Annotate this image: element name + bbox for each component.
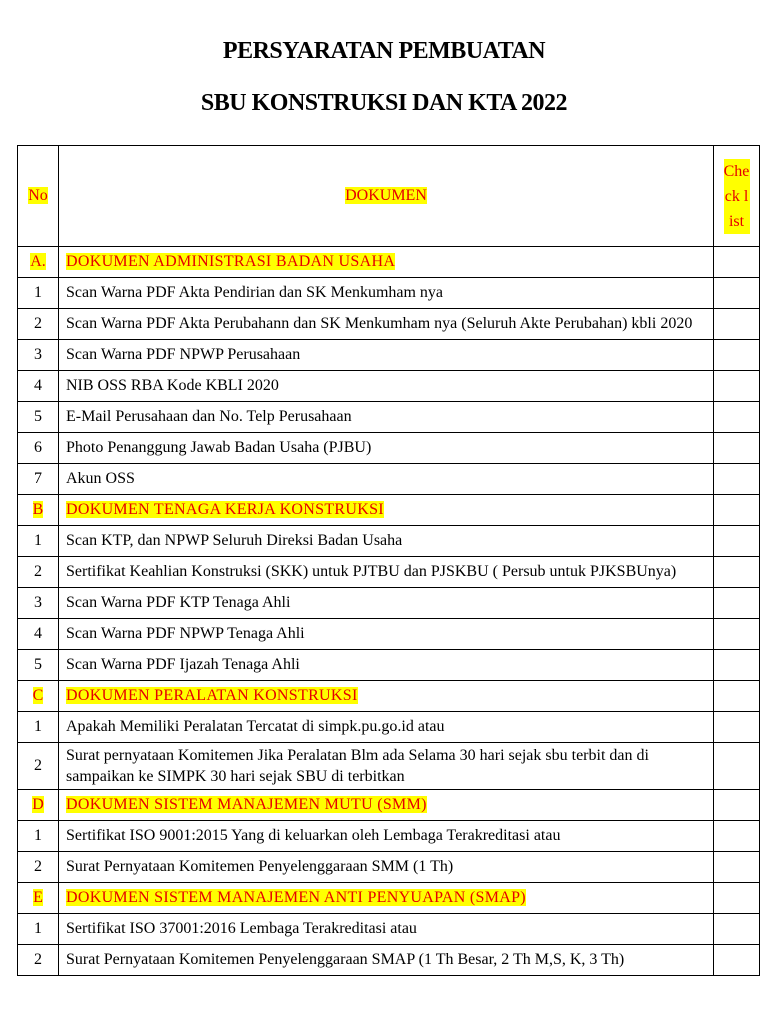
document-title-line1: PERSYARATAN PEMBUATAN bbox=[222, 38, 546, 64]
table-row bbox=[18, 650, 760, 681]
row-number: 2 bbox=[34, 951, 42, 968]
section-row bbox=[18, 247, 760, 278]
header-check-cell bbox=[714, 146, 760, 247]
table-row bbox=[18, 526, 760, 557]
document-label: NIB OSS RBA Kode KBLI 2020 bbox=[66, 377, 279, 394]
header-no-cell bbox=[18, 146, 59, 247]
document-cell bbox=[59, 247, 714, 278]
row-number: 2 bbox=[34, 757, 42, 774]
row-number-cell bbox=[18, 464, 59, 495]
document-cell bbox=[59, 883, 714, 914]
document-label: E-Mail Perusahaan dan No. Telp Perusahaan bbox=[66, 408, 352, 425]
document-label: Sertifikat Keahlian Konstruksi (SKK) untuk PJTBU dan PJSKBU ( Persub untuk PJKSBUnya) bbox=[66, 563, 677, 580]
table-row bbox=[18, 852, 760, 883]
row-number: B bbox=[32, 501, 44, 518]
checklist-cell[interactable] bbox=[714, 743, 760, 790]
document-label: Surat Pernyataan Komitemen Penyelenggaraan SMM (1 Th) bbox=[66, 858, 454, 875]
document-cell bbox=[59, 526, 714, 557]
document-cell bbox=[59, 340, 714, 371]
document-label: Photo Penanggung Jawab Badan Usaha (PJBU) bbox=[66, 439, 372, 456]
table-row bbox=[18, 743, 760, 790]
checklist-cell[interactable] bbox=[714, 883, 760, 914]
document-cell bbox=[59, 852, 714, 883]
checklist-cell[interactable] bbox=[714, 588, 760, 619]
row-number-cell bbox=[18, 852, 59, 883]
document-cell bbox=[59, 464, 714, 495]
row-number-cell bbox=[18, 495, 59, 526]
table-row bbox=[18, 821, 760, 852]
row-number-cell bbox=[18, 588, 59, 619]
row-number-cell bbox=[18, 371, 59, 402]
checklist-cell[interactable] bbox=[714, 821, 760, 852]
document-cell bbox=[59, 309, 714, 340]
document-cell bbox=[59, 557, 714, 588]
document-cell bbox=[59, 495, 714, 526]
checklist-cell[interactable] bbox=[714, 681, 760, 712]
row-number: 5 bbox=[34, 656, 42, 673]
row-number: 3 bbox=[34, 346, 42, 363]
table-row bbox=[18, 914, 760, 945]
row-number-cell bbox=[18, 340, 59, 371]
document-label: Sertifikat ISO 9001:2015 Yang di keluarkan oleh Lembaga Terakreditasi atau bbox=[66, 827, 561, 844]
table-row bbox=[18, 433, 760, 464]
table-header-row bbox=[18, 146, 760, 247]
row-number: 2 bbox=[34, 858, 42, 875]
row-number: 4 bbox=[34, 377, 42, 394]
section-title: DOKUMEN ADMINISTRASI BADAN USAHA bbox=[66, 253, 396, 270]
row-number-cell bbox=[18, 309, 59, 340]
section-row bbox=[18, 790, 760, 821]
document-cell bbox=[59, 402, 714, 433]
header-dokumen: DOKUMEN bbox=[345, 187, 427, 204]
row-number-cell bbox=[18, 945, 59, 976]
table-row bbox=[18, 557, 760, 588]
checklist-cell[interactable] bbox=[714, 495, 760, 526]
checklist-cell[interactable] bbox=[714, 712, 760, 743]
document-cell bbox=[59, 433, 714, 464]
requirements-table bbox=[17, 145, 760, 976]
document-cell bbox=[59, 588, 714, 619]
row-number: A. bbox=[30, 253, 46, 270]
row-number: 2 bbox=[34, 315, 42, 332]
row-number-cell bbox=[18, 821, 59, 852]
document-cell bbox=[59, 650, 714, 681]
table-row bbox=[18, 464, 760, 495]
row-number: 1 bbox=[34, 532, 42, 549]
document-cell bbox=[59, 743, 714, 790]
checklist-cell[interactable] bbox=[714, 247, 760, 278]
checklist-cell[interactable] bbox=[714, 557, 760, 588]
document-label: Scan KTP, dan NPWP Seluruh Direksi Badan Usaha bbox=[66, 532, 403, 549]
document-label: Apakah Memiliki Peralatan Tercatat di simpk.pu.go.id atau bbox=[66, 718, 445, 735]
document-cell bbox=[59, 619, 714, 650]
row-number-cell bbox=[18, 790, 59, 821]
document-label: Akun OSS bbox=[66, 470, 135, 487]
row-number: 6 bbox=[34, 439, 42, 456]
document-cell bbox=[59, 681, 714, 712]
table-row bbox=[18, 619, 760, 650]
row-number: C bbox=[32, 687, 44, 704]
checklist-cell[interactable] bbox=[714, 650, 760, 681]
document-label: Scan Warna PDF Ijazah Tenaga Ahli bbox=[66, 656, 300, 673]
row-number-cell bbox=[18, 883, 59, 914]
checklist-cell[interactable] bbox=[714, 945, 760, 976]
checklist-cell[interactable] bbox=[714, 371, 760, 402]
section-row bbox=[18, 681, 760, 712]
document-cell bbox=[59, 821, 714, 852]
row-number-cell bbox=[18, 433, 59, 464]
checklist-cell[interactable] bbox=[714, 526, 760, 557]
row-number: E bbox=[33, 889, 43, 906]
row-number: 2 bbox=[34, 563, 42, 580]
row-number-cell bbox=[18, 650, 59, 681]
document-cell bbox=[59, 914, 714, 945]
table-row bbox=[18, 712, 760, 743]
checklist-cell[interactable] bbox=[714, 340, 760, 371]
document-label: Surat pernyataan Komitemen Jika Peralatan Blm ada Selama 30 hari sejak sbu terbit dan di sampaikan ke SIMPK 30 hari sejak SBU di terbitkan bbox=[66, 747, 649, 785]
table-row bbox=[18, 402, 760, 433]
row-number: D bbox=[32, 796, 44, 813]
checklist-cell[interactable] bbox=[714, 309, 760, 340]
document-label: Scan Warna PDF NPWP Tenaga Ahli bbox=[66, 625, 305, 642]
section-title: DOKUMEN SISTEM MANAJEMEN ANTI PENYUAPAN (SMAP) bbox=[66, 889, 526, 906]
row-number-cell bbox=[18, 681, 59, 712]
document-label: Scan Warna PDF NPWP Perusahaan bbox=[66, 346, 301, 363]
row-number: 1 bbox=[34, 920, 42, 937]
table-row bbox=[18, 340, 760, 371]
header-no: No bbox=[28, 187, 48, 204]
table-row bbox=[18, 371, 760, 402]
checklist-cell[interactable] bbox=[714, 619, 760, 650]
row-number-cell bbox=[18, 526, 59, 557]
header-doc-cell bbox=[59, 146, 714, 247]
document-label: Scan Warna PDF KTP Tenaga Ahli bbox=[66, 594, 291, 611]
row-number-cell bbox=[18, 619, 59, 650]
checklist-cell[interactable] bbox=[714, 852, 760, 883]
document-cell bbox=[59, 712, 714, 743]
row-number: 4 bbox=[34, 625, 42, 642]
row-number-cell bbox=[18, 914, 59, 945]
checklist-cell[interactable] bbox=[714, 278, 760, 309]
checklist-cell[interactable] bbox=[714, 790, 760, 821]
header-checklist: Che ck list bbox=[724, 159, 750, 234]
section-title: DOKUMEN TENAGA KERJA KONSTRUKSI bbox=[66, 501, 384, 518]
row-number-cell bbox=[18, 247, 59, 278]
row-number: 1 bbox=[34, 718, 42, 735]
section-title: DOKUMEN SISTEM MANAJEMEN MUTU (SMM) bbox=[66, 796, 427, 813]
row-number: 5 bbox=[34, 408, 42, 425]
table-row bbox=[18, 278, 760, 309]
checklist-cell[interactable] bbox=[714, 914, 760, 945]
document-label: Sertifikat ISO 37001:2016 Lembaga Terakreditasi atau bbox=[66, 920, 417, 937]
row-number-cell bbox=[18, 712, 59, 743]
checklist-cell[interactable] bbox=[714, 464, 760, 495]
row-number: 7 bbox=[34, 470, 42, 487]
section-title: DOKUMEN PERALATAN KONSTRUKSI bbox=[66, 687, 358, 704]
table-row bbox=[18, 309, 760, 340]
document-title-line2: SBU KONSTRUKSI DAN KTA 2022 bbox=[200, 90, 568, 116]
checklist-cell[interactable] bbox=[714, 402, 760, 433]
document-label: Scan Warna PDF Akta Perubahann dan SK Menkumham nya (Seluruh Akte Perubahan) kbli 2020 bbox=[66, 315, 693, 332]
section-row bbox=[18, 883, 760, 914]
document-cell bbox=[59, 371, 714, 402]
document-cell bbox=[59, 945, 714, 976]
document-label: Scan Warna PDF Akta Pendirian dan SK Menkumham nya bbox=[66, 284, 444, 301]
row-number: 1 bbox=[34, 284, 42, 301]
document-cell bbox=[59, 790, 714, 821]
document-label: Surat Pernyataan Komitemen Penyelenggaraan SMAP (1 Th Besar, 2 Th M,S, K, 3 Th) bbox=[66, 951, 625, 968]
row-number-cell bbox=[18, 402, 59, 433]
row-number-cell bbox=[18, 743, 59, 790]
section-row bbox=[18, 495, 760, 526]
row-number: 1 bbox=[34, 827, 42, 844]
document-cell bbox=[59, 278, 714, 309]
table-row bbox=[18, 945, 760, 976]
row-number-cell bbox=[18, 278, 59, 309]
table-row bbox=[18, 588, 760, 619]
row-number-cell bbox=[18, 557, 59, 588]
checklist-cell[interactable] bbox=[714, 433, 760, 464]
row-number: 3 bbox=[34, 594, 42, 611]
